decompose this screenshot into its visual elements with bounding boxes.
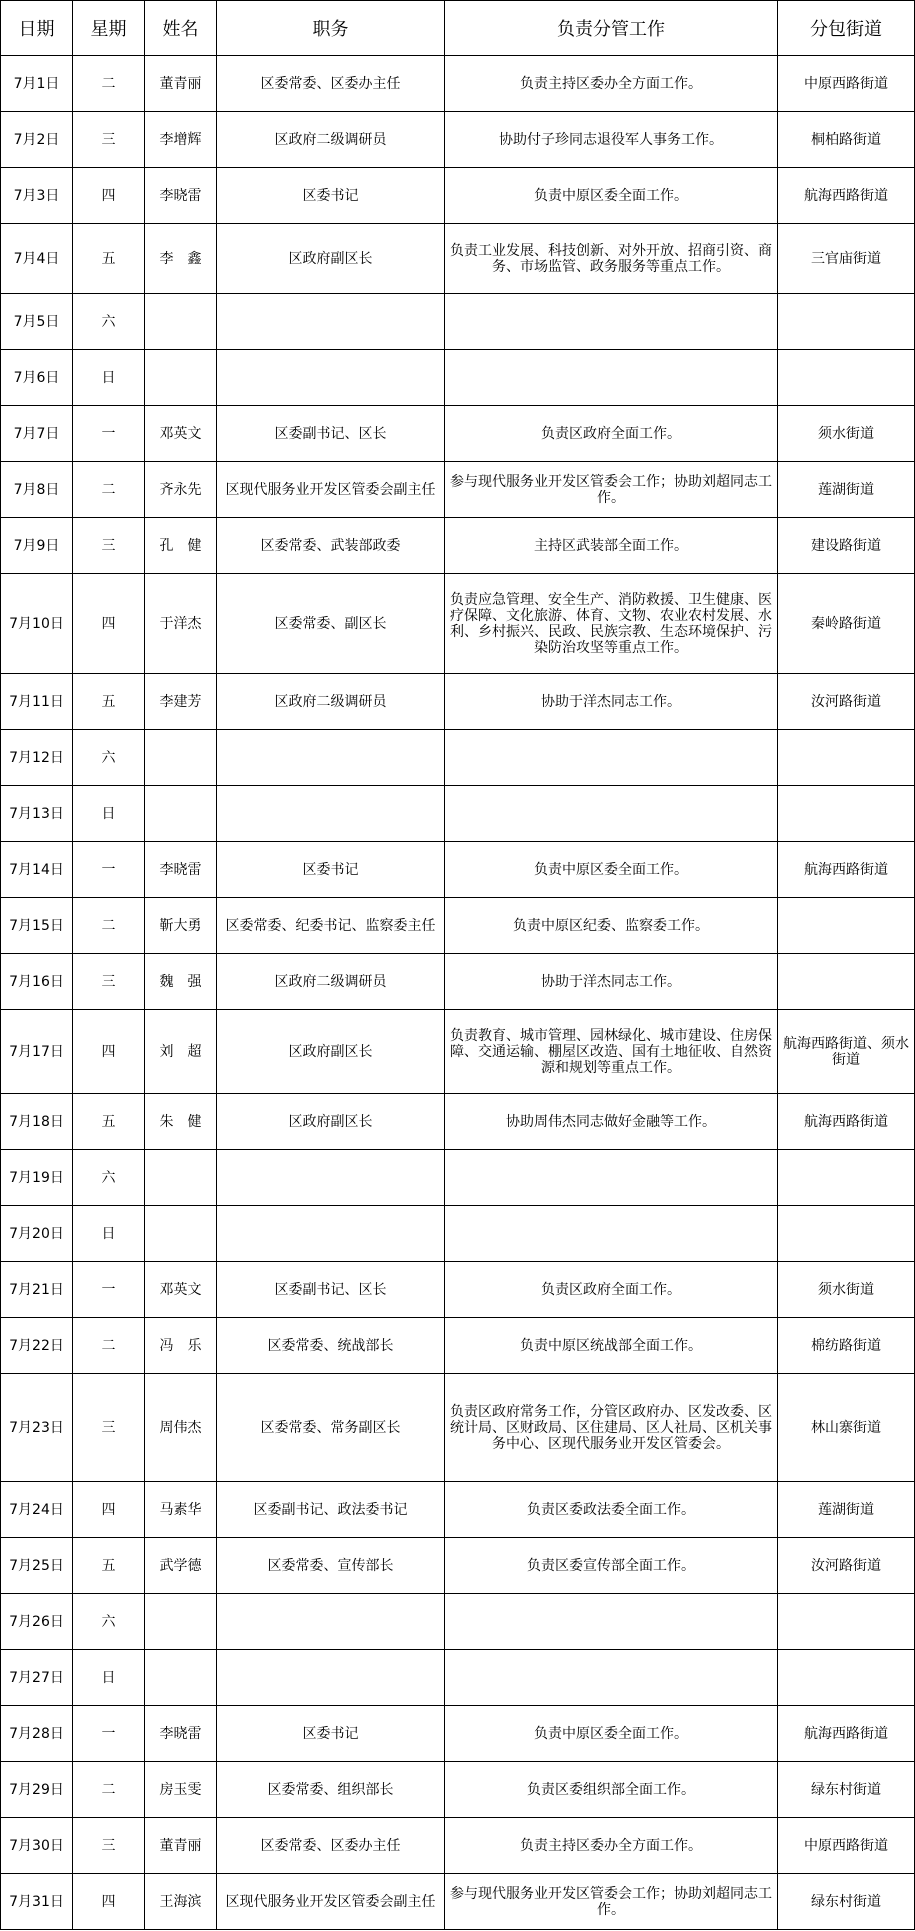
cell-weekday: 三	[73, 518, 145, 574]
table-row	[1, 294, 915, 350]
table-row	[1, 1594, 915, 1650]
cell-position: 区委常委、副区长	[217, 574, 445, 674]
table-row	[1, 224, 915, 294]
cell-position	[217, 1650, 445, 1706]
cell-weekday: 三	[73, 1818, 145, 1874]
cell-work	[445, 350, 778, 406]
cell-street: 航海西路街道	[778, 1706, 915, 1762]
cell-position	[217, 1594, 445, 1650]
table-row	[1, 1650, 915, 1706]
cell-name	[145, 1594, 217, 1650]
cell-date: 7月25日	[1, 1538, 73, 1594]
cell-work: 负责主持区委办全方面工作。	[445, 56, 778, 112]
table-row	[1, 1206, 915, 1262]
cell-street: 桐柏路街道	[778, 112, 915, 168]
table-row	[1, 1482, 915, 1538]
cell-weekday: 三	[73, 954, 145, 1010]
cell-date: 7月11日	[1, 674, 73, 730]
cell-position: 区委常委、区委办主任	[217, 1818, 445, 1874]
cell-work: 负责中原区纪委、监察委工作。	[445, 898, 778, 954]
cell-date: 7月14日	[1, 842, 73, 898]
cell-weekday: 五	[73, 224, 145, 294]
cell-position: 区委书记	[217, 1706, 445, 1762]
cell-name: 刘 超	[145, 1010, 217, 1094]
cell-work: 协助于洋杰同志工作。	[445, 674, 778, 730]
table-row	[1, 112, 915, 168]
cell-street: 汝河路街道	[778, 1538, 915, 1594]
cell-work: 主持区武装部全面工作。	[445, 518, 778, 574]
cell-date: 7月12日	[1, 730, 73, 786]
cell-name: 魏 强	[145, 954, 217, 1010]
cell-weekday: 日	[73, 1650, 145, 1706]
table-row	[1, 1150, 915, 1206]
cell-work: 负责区委政法委全面工作。	[445, 1482, 778, 1538]
cell-date: 7月30日	[1, 1818, 73, 1874]
cell-weekday: 四	[73, 168, 145, 224]
cell-name: 于洋杰	[145, 574, 217, 674]
cell-street	[778, 786, 915, 842]
cell-date: 7月17日	[1, 1010, 73, 1094]
table-row	[1, 574, 915, 674]
cell-work: 负责中原区统战部全面工作。	[445, 1318, 778, 1374]
cell-name: 李建芳	[145, 674, 217, 730]
cell-street: 航海西路街道	[778, 168, 915, 224]
header-name: 姓名	[145, 1, 217, 56]
cell-weekday: 二	[73, 56, 145, 112]
cell-position: 区委常委、武装部政委	[217, 518, 445, 574]
cell-weekday: 四	[73, 1482, 145, 1538]
header-date: 日期	[1, 1, 73, 56]
cell-name: 王海滨	[145, 1874, 217, 1930]
cell-position: 区现代服务业开发区管委会副主任	[217, 1874, 445, 1930]
cell-date: 7月24日	[1, 1482, 73, 1538]
cell-work: 负责区政府全面工作。	[445, 1262, 778, 1318]
cell-position: 区委副书记、政法委书记	[217, 1482, 445, 1538]
cell-position	[217, 1206, 445, 1262]
cell-weekday: 五	[73, 674, 145, 730]
cell-weekday: 四	[73, 1010, 145, 1094]
cell-weekday: 二	[73, 1762, 145, 1818]
cell-date: 7月5日	[1, 294, 73, 350]
cell-street	[778, 730, 915, 786]
cell-name: 武学德	[145, 1538, 217, 1594]
cell-street: 林山寨街道	[778, 1374, 915, 1482]
cell-position: 区委副书记、区长	[217, 1262, 445, 1318]
cell-name: 李晓雷	[145, 168, 217, 224]
cell-name	[145, 786, 217, 842]
header-row	[1, 1, 915, 56]
cell-position: 区政府副区长	[217, 1010, 445, 1094]
cell-name: 齐永先	[145, 462, 217, 518]
cell-date: 7月22日	[1, 1318, 73, 1374]
cell-weekday: 四	[73, 574, 145, 674]
table-row	[1, 462, 915, 518]
cell-name: 李 鑫	[145, 224, 217, 294]
cell-work: 负责教育、城市管理、园林绿化、城市建设、住房保障、交通运输、棚屋区改造、国有土地征收、自然资源和规划等重点工作。	[445, 1010, 778, 1094]
cell-name: 靳大勇	[145, 898, 217, 954]
cell-date: 7月16日	[1, 954, 73, 1010]
cell-date: 7月29日	[1, 1762, 73, 1818]
cell-work	[445, 1150, 778, 1206]
cell-date: 7月21日	[1, 1262, 73, 1318]
cell-weekday: 六	[73, 730, 145, 786]
cell-work	[445, 1650, 778, 1706]
header-work: 负责分管工作	[445, 1, 778, 56]
cell-street: 中原西路街道	[778, 1818, 915, 1874]
table-row	[1, 56, 915, 112]
cell-weekday: 六	[73, 294, 145, 350]
table-row	[1, 1262, 915, 1318]
cell-work	[445, 1594, 778, 1650]
cell-street: 绿东村街道	[778, 1762, 915, 1818]
cell-date: 7月15日	[1, 898, 73, 954]
cell-position	[217, 786, 445, 842]
table-row	[1, 730, 915, 786]
table-row	[1, 842, 915, 898]
cell-weekday: 四	[73, 1874, 145, 1930]
cell-street: 秦岭路街道	[778, 574, 915, 674]
cell-position: 区委常委、组织部长	[217, 1762, 445, 1818]
cell-date: 7月3日	[1, 168, 73, 224]
cell-position	[217, 294, 445, 350]
cell-work: 参与现代服务业开发区管委会工作；协助刘超同志工作。	[445, 1874, 778, 1930]
cell-position: 区委常委、宣传部长	[217, 1538, 445, 1594]
cell-work: 负责区委宣传部全面工作。	[445, 1538, 778, 1594]
cell-date: 7月8日	[1, 462, 73, 518]
cell-date: 7月26日	[1, 1594, 73, 1650]
cell-weekday: 日	[73, 350, 145, 406]
cell-weekday: 一	[73, 406, 145, 462]
cell-name	[145, 730, 217, 786]
cell-work: 协助付子珍同志退役军人事务工作。	[445, 112, 778, 168]
cell-position: 区政府副区长	[217, 1094, 445, 1150]
cell-work: 负责区委组织部全面工作。	[445, 1762, 778, 1818]
table-body	[1, 56, 915, 1930]
cell-position: 区委书记	[217, 842, 445, 898]
table-row	[1, 1706, 915, 1762]
cell-position: 区委常委、纪委书记、监察委主任	[217, 898, 445, 954]
cell-date: 7月19日	[1, 1150, 73, 1206]
cell-street: 航海西路街道	[778, 1094, 915, 1150]
cell-name	[145, 1150, 217, 1206]
cell-date: 7月27日	[1, 1650, 73, 1706]
cell-name: 朱 健	[145, 1094, 217, 1150]
cell-date: 7月7日	[1, 406, 73, 462]
cell-work	[445, 730, 778, 786]
cell-position	[217, 1150, 445, 1206]
cell-position: 区政府二级调研员	[217, 112, 445, 168]
cell-street	[778, 1650, 915, 1706]
cell-date: 7月28日	[1, 1706, 73, 1762]
cell-work	[445, 786, 778, 842]
table-row	[1, 1762, 915, 1818]
cell-work: 负责中原区委全面工作。	[445, 842, 778, 898]
cell-weekday: 二	[73, 1318, 145, 1374]
cell-name: 李增辉	[145, 112, 217, 168]
cell-work: 参与现代服务业开发区管委会工作；协助刘超同志工作。	[445, 462, 778, 518]
cell-street	[778, 1150, 915, 1206]
cell-work: 负责区政府全面工作。	[445, 406, 778, 462]
cell-street: 莲湖街道	[778, 462, 915, 518]
cell-position: 区政府二级调研员	[217, 674, 445, 730]
cell-weekday: 五	[73, 1094, 145, 1150]
header-position: 职务	[217, 1, 445, 56]
cell-name: 李晓雷	[145, 1706, 217, 1762]
cell-date: 7月18日	[1, 1094, 73, 1150]
cell-work: 协助于洋杰同志工作。	[445, 954, 778, 1010]
cell-street	[778, 350, 915, 406]
cell-street: 航海西路街道、须水街道	[778, 1010, 915, 1094]
table-row	[1, 406, 915, 462]
cell-street: 须水街道	[778, 1262, 915, 1318]
cell-date: 7月4日	[1, 224, 73, 294]
table-row	[1, 1010, 915, 1094]
cell-date: 7月20日	[1, 1206, 73, 1262]
cell-weekday: 二	[73, 462, 145, 518]
table-row	[1, 1538, 915, 1594]
cell-street	[778, 294, 915, 350]
cell-position: 区委常委、常务副区长	[217, 1374, 445, 1482]
cell-position: 区委常委、统战部长	[217, 1318, 445, 1374]
cell-weekday: 六	[73, 1594, 145, 1650]
cell-street	[778, 898, 915, 954]
cell-weekday: 日	[73, 786, 145, 842]
cell-date: 7月2日	[1, 112, 73, 168]
cell-name: 房玉雯	[145, 1762, 217, 1818]
cell-work	[445, 1206, 778, 1262]
cell-name: 冯 乐	[145, 1318, 217, 1374]
cell-name: 董青丽	[145, 1818, 217, 1874]
cell-work: 负责工业发展、科技创新、对外开放、招商引资、商务、市场监管、政务服务等重点工作。	[445, 224, 778, 294]
cell-name: 邓英文	[145, 406, 217, 462]
cell-weekday: 一	[73, 1262, 145, 1318]
cell-street	[778, 954, 915, 1010]
header-street: 分包街道	[778, 1, 915, 56]
table-row	[1, 1818, 915, 1874]
cell-name	[145, 1650, 217, 1706]
cell-date: 7月1日	[1, 56, 73, 112]
table-row	[1, 674, 915, 730]
cell-position: 区政府副区长	[217, 224, 445, 294]
cell-work: 负责中原区委全面工作。	[445, 168, 778, 224]
table-row	[1, 786, 915, 842]
cell-name: 李晓雷	[145, 842, 217, 898]
cell-street: 三官庙街道	[778, 224, 915, 294]
cell-weekday: 三	[73, 1374, 145, 1482]
cell-street: 中原西路街道	[778, 56, 915, 112]
cell-street: 须水街道	[778, 406, 915, 462]
cell-work: 负责主持区委办全方面工作。	[445, 1818, 778, 1874]
cell-position	[217, 350, 445, 406]
cell-name: 邓英文	[145, 1262, 217, 1318]
cell-work: 负责应急管理、安全生产、消防救援、卫生健康、医疗保障、文化旅游、体育、文物、农业农村发展、水利、乡村振兴、民政、民族宗教、生态环境保护、污染防治攻坚等重点工作。	[445, 574, 778, 674]
cell-street	[778, 1594, 915, 1650]
cell-street: 绿东村街道	[778, 1874, 915, 1930]
header-weekday: 星期	[73, 1, 145, 56]
cell-position: 区委常委、区委办主任	[217, 56, 445, 112]
table-row	[1, 1318, 915, 1374]
table-row	[1, 350, 915, 406]
cell-street: 航海西路街道	[778, 842, 915, 898]
cell-name: 马素华	[145, 1482, 217, 1538]
cell-weekday: 日	[73, 1206, 145, 1262]
table-row	[1, 1374, 915, 1482]
cell-date: 7月23日	[1, 1374, 73, 1482]
table-row	[1, 1094, 915, 1150]
cell-name	[145, 350, 217, 406]
cell-name	[145, 294, 217, 350]
cell-street: 棉纺路街道	[778, 1318, 915, 1374]
cell-weekday: 五	[73, 1538, 145, 1594]
cell-position: 区政府二级调研员	[217, 954, 445, 1010]
cell-street: 莲湖街道	[778, 1482, 915, 1538]
cell-work: 负责区政府常务工作，分管区政府办、区发改委、区统计局、区财政局、区住建局、区人社局、区机关事务中心、区现代服务业开发区管委会。	[445, 1374, 778, 1482]
cell-position: 区委书记	[217, 168, 445, 224]
cell-weekday: 一	[73, 842, 145, 898]
table-row	[1, 898, 915, 954]
cell-date: 7月9日	[1, 518, 73, 574]
cell-work: 负责中原区委全面工作。	[445, 1706, 778, 1762]
table-row	[1, 1874, 915, 1930]
cell-weekday: 一	[73, 1706, 145, 1762]
cell-name: 孔 健	[145, 518, 217, 574]
table-header	[1, 1, 915, 56]
table-row	[1, 518, 915, 574]
cell-weekday: 二	[73, 898, 145, 954]
cell-work: 协助周伟杰同志做好金融等工作。	[445, 1094, 778, 1150]
cell-position: 区委副书记、区长	[217, 406, 445, 462]
cell-name: 周伟杰	[145, 1374, 217, 1482]
cell-street: 汝河路街道	[778, 674, 915, 730]
cell-weekday: 三	[73, 112, 145, 168]
cell-date: 7月31日	[1, 1874, 73, 1930]
cell-date: 7月6日	[1, 350, 73, 406]
cell-date: 7月10日	[1, 574, 73, 674]
cell-position	[217, 730, 445, 786]
cell-street	[778, 1206, 915, 1262]
table-row	[1, 954, 915, 1010]
cell-work	[445, 294, 778, 350]
cell-weekday: 六	[73, 1150, 145, 1206]
cell-date: 7月13日	[1, 786, 73, 842]
table-row	[1, 168, 915, 224]
cell-name: 董青丽	[145, 56, 217, 112]
cell-street: 建设路街道	[778, 518, 915, 574]
cell-position: 区现代服务业开发区管委会副主任	[217, 462, 445, 518]
cell-name	[145, 1206, 217, 1262]
